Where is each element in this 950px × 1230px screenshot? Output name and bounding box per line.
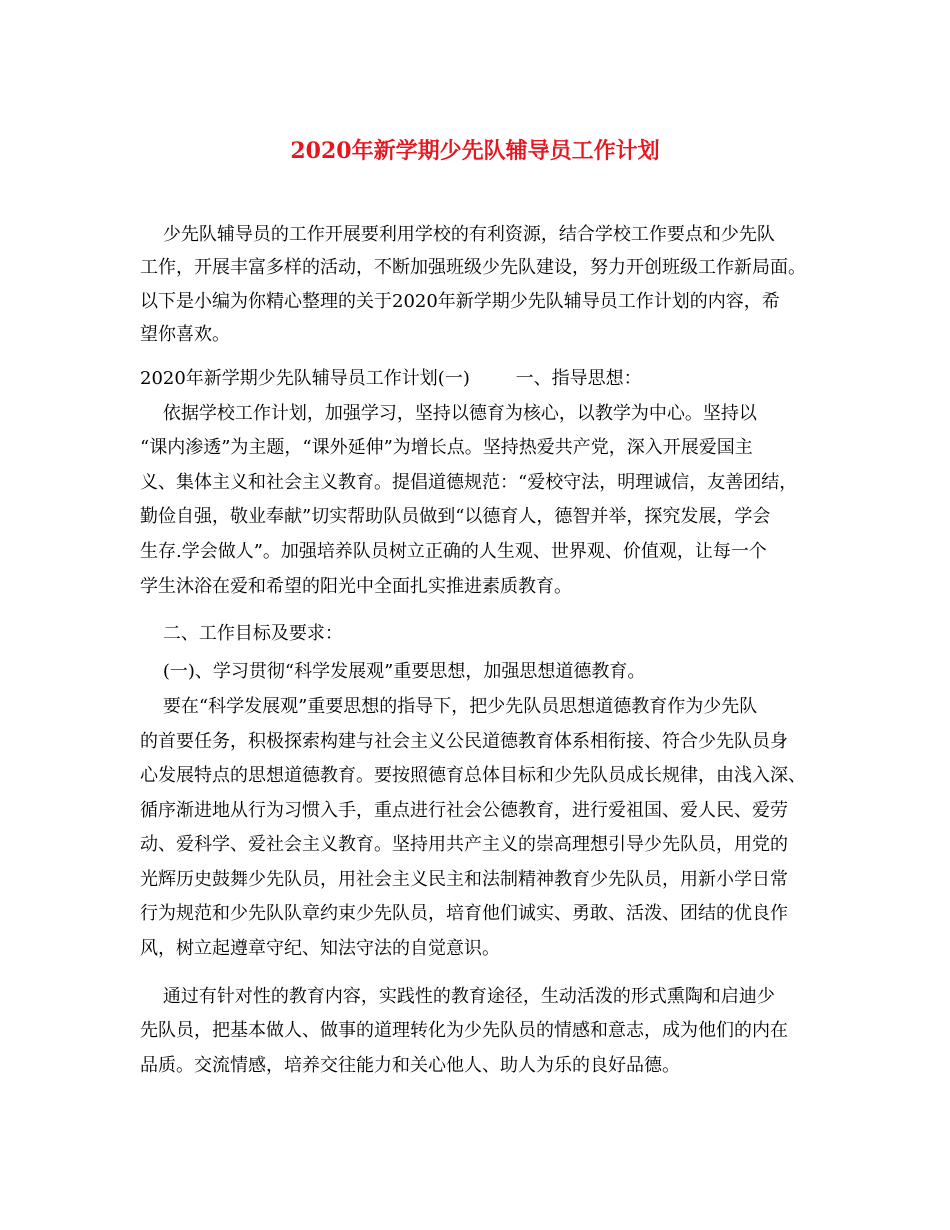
body-line: (一)、学习贯彻“科学发展观”重要思想，加强思想道德教育。 (140, 661, 646, 682)
body-line: 光辉历史鼓舞少先队员，用社会主义民主和法制精神教育少先队员，用新小学日常 (140, 869, 788, 890)
body-line: 的首要任务，积极探索构建与社会主义公民道德教育体系相衔接、符合少先队员身 (140, 731, 788, 752)
body-line: 动、爱科学、爱社会主义教育。坚持用共产主义的崇高理想引导少先队员，用党的 (140, 834, 788, 855)
body-line: 要在“科学发展观”重要思想的指导下，把少先队员思想道德教育作为少先队 (140, 696, 758, 717)
body-line: 以下是小编为你精心整理的关于2020年新学期少先队辅导员工作计划的内容，希 (140, 291, 780, 312)
body-line: 勤俭自强，敬业奉献”切实帮助队员做到“以德育人，德智并举，探究发展，学会 (140, 506, 771, 527)
body-line: 先队员，把基本做人、做事的道理转化为少先队员的情感和意志，成为他们的内在 (140, 1020, 788, 1041)
body-line: 生存.学会做人”。加强培养队员树立正确的人生观、世界观、价值观，让每一个 (140, 541, 767, 562)
body-line: 工作，开展丰富多样的活动，不断加强班级少先队建设，努力开创班级工作新局面。 (140, 257, 806, 278)
body-line: 学生沐浴在爱和希望的阳光中全面扎实推进素质教育。 (140, 576, 572, 597)
document-title: 2020年新学期少先队辅导员工作计划 (290, 138, 660, 164)
body-line: 2020年新学期少先队辅导员工作计划(一) 一、指导思想： (140, 368, 642, 389)
body-line: 品质。交流情感，培养交往能力和关心他人、助人为乐的良好品德。 (140, 1055, 680, 1076)
body-line: 风，树立起遵章守纪、知法守法的自觉意识。 (140, 938, 500, 959)
body-line: 义、集体主义和社会主义教育。提倡道德规范：“爱校守法，明理诚信，友善团结， (140, 472, 798, 493)
body-line: 少先队辅导员的工作开展要利用学校的有利资源，结合学校工作要点和少先队 (140, 224, 775, 245)
body-line: 心发展特点的思想道德教育。要按照德育总体目标和少先队员成长规律，由浅入深、 (140, 765, 806, 786)
body-line: 循序渐进地从行为习惯入手，重点进行社会公德教育，进行爱祖国、爱人民、爱劳 (140, 800, 788, 821)
body-line: “课内渗透”为主题，“课外延伸”为增长点。坚持热爱共产党，深入开展爱国主 (140, 437, 753, 458)
body-line: 通过有针对性的教育内容，实践性的教育途径，生动活泼的形式熏陶和启迪少 (140, 986, 775, 1007)
body-line: 行为规范和少先队队章约束少先队员，培育他们诚实、勇敢、活泼、团结的优良作 (140, 903, 788, 924)
body-line: 依据学校工作计划，加强学习，坚持以德育为核心，以教学为中心。坚持以 (140, 403, 757, 424)
body-line: 二、工作目标及要求： (140, 623, 343, 644)
body-line: 望你喜欢。 (140, 324, 230, 345)
